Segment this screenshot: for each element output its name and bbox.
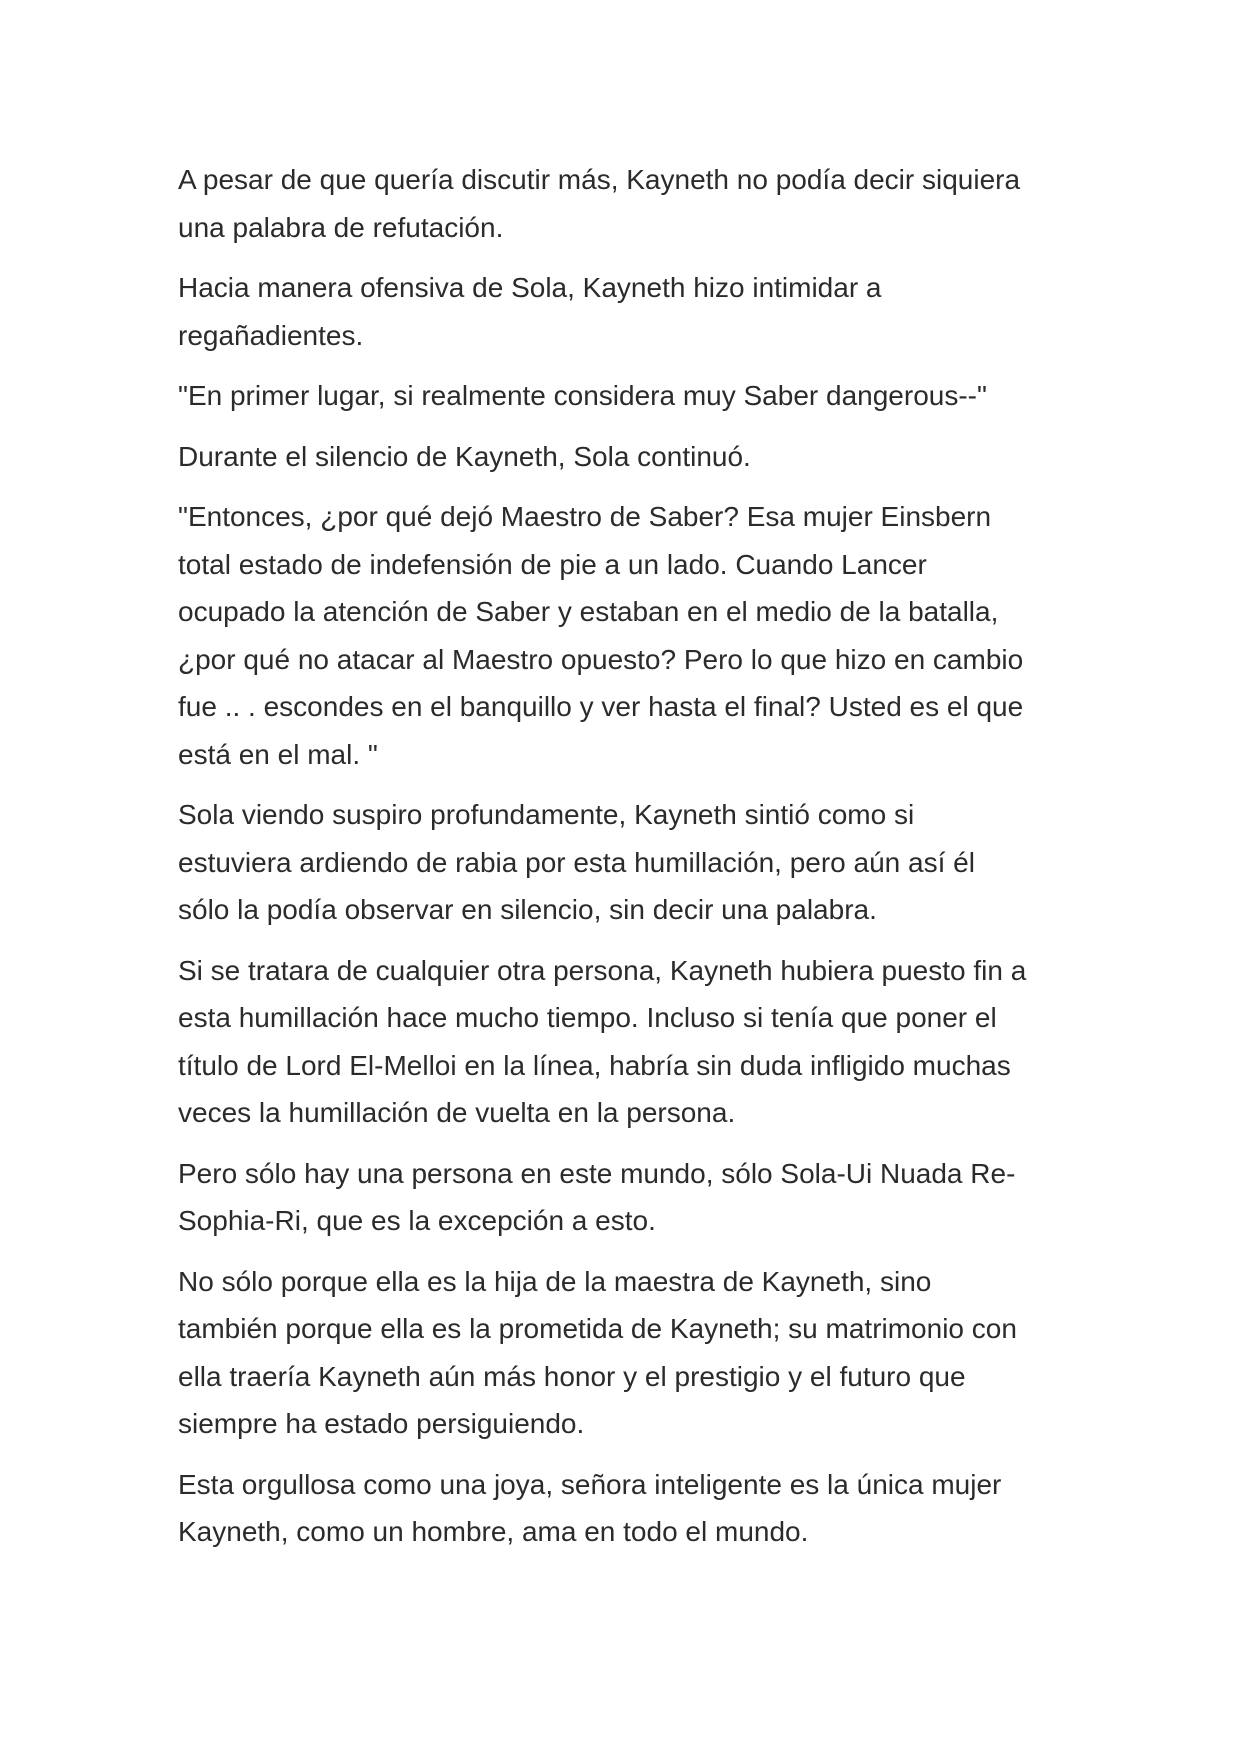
text-line: siempre ha estado persiguiendo. bbox=[178, 1408, 585, 1439]
paragraph-1 bbox=[178, 156, 1078, 251]
paragraph-4 bbox=[178, 433, 1078, 481]
text-line: Sophia-Ri, que es la excepción a esto. bbox=[178, 1205, 656, 1236]
paragraph-6 bbox=[178, 791, 1078, 934]
paragraph-5 bbox=[178, 493, 1078, 778]
text-line: sólo la podía observar en silencio, sin decir una palabra. bbox=[178, 894, 877, 925]
text-line: regañadientes. bbox=[178, 319, 364, 351]
text-line: estuviera ardiendo de rabia por esta humillación, pero aún así él bbox=[178, 846, 975, 878]
text-line: Si se tratara de cualquier otra persona, Kayneth hubiera puesto fin a bbox=[178, 954, 1027, 986]
text-line: Durante el silencio de Kayneth, Sola continuó. bbox=[178, 440, 751, 472]
text-line: una palabra de refutación. bbox=[178, 211, 504, 243]
text-line: está en el mal. " bbox=[178, 738, 378, 770]
paragraph-8 bbox=[178, 1150, 1078, 1245]
paragraph-10 bbox=[178, 1461, 1078, 1556]
paragraph-7 bbox=[178, 947, 1078, 1137]
text-line: Kayneth, como un hombre, ama en todo el mundo. bbox=[178, 1516, 809, 1547]
text-line: ¿por qué no atacar al Maestro opuesto? Pero lo que hizo en cambio bbox=[178, 643, 1024, 675]
text-line: total estado de indefensión de pie a un lado. Cuando Lancer bbox=[178, 548, 927, 580]
text-line: A pesar de que quería discutir más, Kayneth no podía decir siquiera bbox=[178, 164, 1021, 195]
text-line: fue .. . escondes en el banquillo y ver hasta el final? Usted es el que bbox=[178, 691, 1024, 722]
text-line: veces la humillación de vuelta en la persona. bbox=[178, 1097, 736, 1128]
text-line: ocupado la atención de Saber y estaban en el medio de la batalla, bbox=[178, 596, 999, 627]
text-line: "Entonces, ¿por qué dejó Maestro de Saber? Esa mujer Einsbern bbox=[178, 501, 992, 532]
text-line: también porque ella es la prometida de Kayneth; su matrimonio con bbox=[178, 1313, 1017, 1344]
text-line: título de Lord El-Melloi en la línea, habría sin duda infligido muchas bbox=[178, 1049, 1011, 1081]
text-line: No sólo porque ella es la hija de la maestra de Kayneth, sino bbox=[178, 1265, 932, 1297]
text-line: Pero sólo hay una persona en este mundo, sólo Sola-Ui Nuada Re- bbox=[178, 1157, 1016, 1189]
paragraph-9 bbox=[178, 1258, 1078, 1448]
text-line: "En primer lugar, si realmente considera muy Saber dangerous--" bbox=[178, 380, 987, 411]
text-line: esta humillación hace mucho tiempo. Incluso si tenía que poner el bbox=[178, 1002, 997, 1033]
text-line: Sola viendo suspiro profundamente, Kayneth sintió como si bbox=[178, 799, 915, 830]
paragraph-3 bbox=[178, 372, 1078, 420]
text-line: Hacia manera ofensiva de Sola, Kayneth hizo intimidar a bbox=[178, 272, 882, 303]
text-line: Esta orgullosa como una joya, señora inteligente es la única mujer bbox=[178, 1468, 1002, 1500]
paragraph-2 bbox=[178, 264, 1078, 359]
body-text bbox=[178, 156, 1078, 1569]
text-line: ella traería Kayneth aún más honor y el prestigio y el futuro que bbox=[178, 1360, 966, 1392]
